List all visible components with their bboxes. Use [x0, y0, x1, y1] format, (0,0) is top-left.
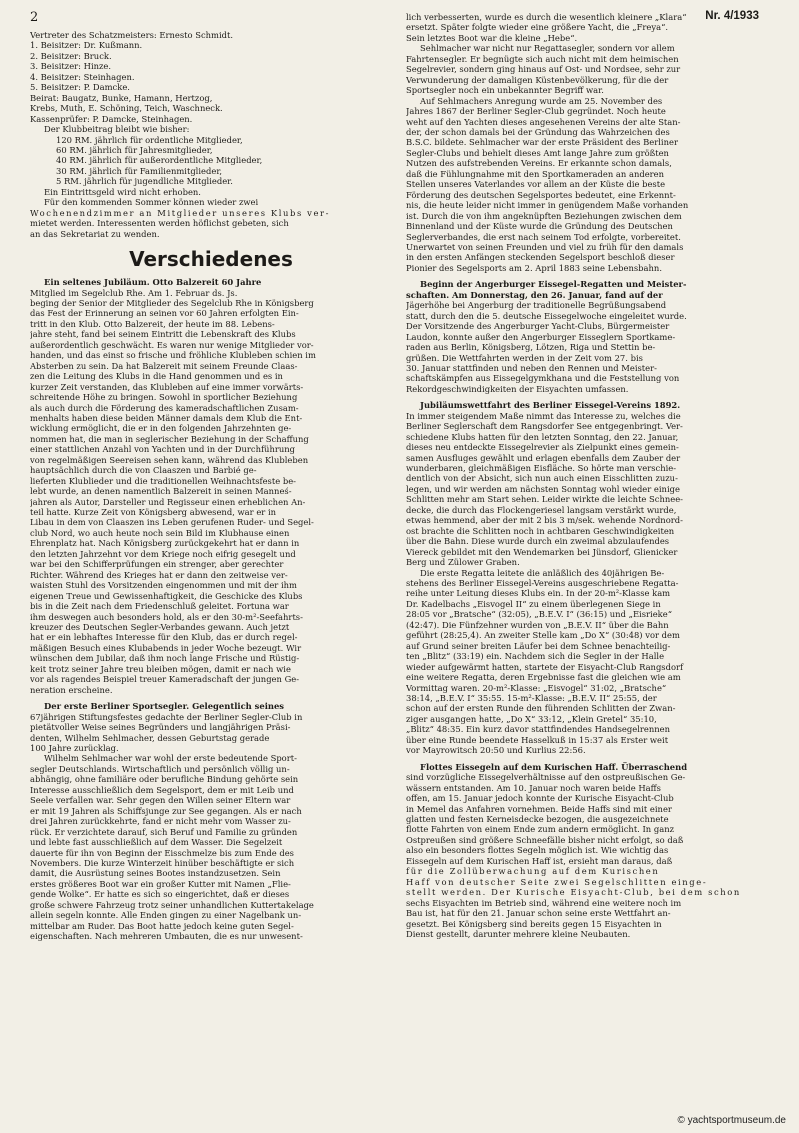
article-jubilaeumswettfahrt: [406, 400, 768, 755]
text-line: für die Zollüberwachung auf dem Kurischen: [406, 866, 660, 877]
text-line: keit trotz seiner Jahre treu bleiben mögen, damit er nach wie: [30, 663, 291, 674]
text-line: der, der schon damals bei der Gründung das Wahrzeichen des: [406, 126, 670, 137]
text-line: Ein seltenes Jubiläum. Otto Balzereit 60 Jahre: [44, 277, 262, 288]
text-line: abhängig, ohne familiäre oder berufliche Bindung gehörte sein: [30, 774, 299, 785]
text-line: stellt werden. Der Kurische Eisyacht-Club, bei dem schon: [406, 887, 741, 898]
text-line: legen, und wir werden am nächsten Sonntag wohl wieder einige: [406, 483, 680, 494]
text-line: damit, die Ausrüstung seines Bootes instandzusetzen. Sein: [30, 868, 281, 879]
section-heading: Verschiedenes: [129, 247, 293, 272]
text-line: 3. Beisitzer: Hinze.: [30, 61, 112, 72]
text-line: Sehlmacher war nicht nur Regattasegler, sondern vor allem: [420, 43, 675, 54]
text-line: flotte Fahrten von einem Ende zum andern ermöglicht. In ganz: [406, 824, 675, 835]
text-line: Interesse ausschließlich dem Segelsport, dem er mit Leib und: [30, 784, 294, 795]
text-line: neration erscheine.: [30, 684, 113, 695]
text-line: vor als ragendes Beispiel treuer Kameradschaft der jungen Ge-: [30, 674, 300, 685]
text-line: eine weitere Regatta, deren Ergebnisse fast die gleichen wie am: [406, 672, 681, 683]
text-line: segler Deutschlands. Wirtschaftlich und persönlich völlig un-: [30, 763, 290, 774]
text-line: ihm deswegen auch besonders hold, als er den 30-m²-Seefahrts-: [30, 611, 303, 622]
text-line: lich verbesserten, wurde es durch die wesentlich kleinere „Klara“: [406, 12, 687, 22]
text-line: 100 Jahre zurücklag.: [30, 743, 119, 753]
article-angerburg: [406, 279, 768, 394]
text-line: Nutzen des aufstrebenden Vereins. Er erkannte schon damals,: [406, 158, 672, 169]
text-line: Verwunderung der damaligen Küstenbevölkerung, für die der: [406, 74, 669, 85]
text-line: mäßigen Besuch eines Klubabends in jeder Woche bezeugt. Wir: [30, 642, 302, 653]
text-line: lebt wurde, an denen namentlich Balzereit in seinen Manneś-: [30, 486, 292, 497]
text-line: 67jährigen Stiftungsfestes gedachte der Berliner Segler-Club in: [30, 711, 303, 722]
text-line: jahre steht, fand bei seinem Eintritt die Lebenskraft des Klubs: [30, 329, 296, 340]
text-line: also ein besonders flottes Segeln möglich ist. Wie wichtig das: [406, 845, 669, 856]
text-line: Wochenendzimmer an Mitglieder unseres Klubs ver-: [30, 207, 331, 218]
text-line: war bei den Schifferprüfungen ein strenger, aber gerechter: [30, 559, 284, 570]
text-line: schaftskämpfen aus Eissegelgymkhana und die Feststellung von: [406, 373, 680, 384]
museum-credit: © yachtsportmuseum.de: [674, 1114, 789, 1127]
text-line: wunderbaren, gleichmäßigen Eisfläche. So hörte man verschie-: [406, 463, 677, 474]
text-line: lieferten Klublieder und die traditionellen Weihnachtsfeste be-: [30, 475, 296, 486]
text-line: 30 RM. jährlich für Familienmitglieder,: [56, 165, 223, 176]
text-line: Beirat: Baugatz, Bunke, Hamann, Hertzog,: [30, 92, 213, 103]
article-erster-sportsegler: [30, 701, 392, 941]
article-kurisches-haff: [406, 762, 768, 940]
text-line: denten, Wilhelm Sehlmacher, dessen Geburtstag gerade: [30, 732, 270, 743]
text-line: Novembers. Die kurze Winterzeit hinüber beschäftigte er sich: [30, 857, 295, 868]
text-line: statt, durch den die 5. deutsche Eissegelwoche eingeleitet wurde.: [406, 310, 687, 321]
text-line: außerordentlich geschwächt. Es waren nur wenige Mitglieder vor-: [30, 339, 314, 350]
text-line: raden aus Berlin, Königsberg, Lötzen, Riga und Stettin be-: [406, 342, 656, 353]
text-line: Sein letztes Boot war die kleine „Hebe“.: [406, 32, 578, 43]
text-line: Vormittag waren. 20-m²-Klasse: „Eisvogel“ 31:02, „Bratsche“: [406, 682, 667, 693]
text-line: er mit 19 Jahren als Schiffsjunge zur See gegangen. Als er nach: [30, 805, 302, 816]
text-line: menhalts haben diese beiden Männer damals dem Klub die Ent-: [30, 412, 303, 423]
text-line: gesetzt. Bei Königsberg sind bereits gegen 15 Eisyachten in: [406, 918, 662, 929]
text-line: Pionier des Segelsports am 2. April 1883 seine Lebensbahn.: [406, 262, 662, 273]
text-line: ost brachte die Schlitten noch in achtbaren Geschwindigkeiten: [406, 525, 675, 536]
text-line: 4. Beisitzer: Steinhagen.: [30, 71, 135, 82]
text-line: nis, die heute leider nicht immer in genügendem Maße vorhanden: [406, 200, 689, 211]
text-line: schaften. Am Donnerstag, den 26. Januar, fand auf der: [406, 289, 663, 300]
text-line: „Blitz“ 48:35. Ein kurz davor stattfindendes Handsegelrennen: [406, 724, 670, 735]
text-line: große schwere Fahrzeug trotz seiner unhandlichen Kuttertakelage: [30, 899, 314, 910]
text-line: dentlich von der Absicht, sich nun auch einen Eisschlitten zuzu-: [406, 473, 678, 484]
text-line: Unerwartet von seinen Freunden und viel zu früh für den damals: [406, 241, 684, 252]
text-line: waisten Stuhl des Vorsitzenden eingenommen und mit der ihm: [30, 580, 297, 591]
text-line: den letzten Jahrzehnt vor dem Kriege noch eifrig gesegelt und: [30, 548, 296, 559]
text-line: jahren als Autor, Darsteller und Regisseur einen erheblichen An-: [30, 496, 306, 507]
text-line: pietätvoller Weise seines Begründers und langjährigen Präsi-: [30, 722, 291, 733]
text-line: an das Sekretariat zu wenden.: [30, 228, 160, 239]
text-line: stehens des Berliner Eissegel-Vereins ausgeschriebene Regatta-: [406, 578, 679, 589]
text-line: handen, und das einst so frische und fröhliche Klubleben schien im: [30, 350, 316, 361]
text-line: zen die Leitung des Klubs in die Hand genommen und es in: [30, 371, 283, 382]
text-line: hat er ein lebhaftes Interesse für den Klub, das er durch regel-: [30, 632, 298, 643]
text-line: samen Ausfluges gewählt und erlagen ebenfalls dem Zauber der: [406, 452, 681, 463]
text-line: nommen hat, die man in seglerischer Beziehung in der Schaffung: [30, 433, 309, 444]
text-line: Die erste Regatta leitete die anläßlich des 40jährigen Be-: [420, 567, 665, 578]
text-line: Bau ist, hat für den 21. Januar schon seine erste Wettfahrt an-: [406, 908, 671, 919]
text-line: Binnenland und der Küste wurde die Gründung des Deutschen: [406, 221, 673, 232]
text-line: 5 RM. jährlich für jugendliche Mitglieder.: [56, 176, 233, 187]
text-line: eigenen Treue und Gewissenhaftigkeit, die Geschicke des Klubs: [30, 590, 303, 601]
text-line: schiedene Klubs hatten für den letzten Sonntag, den 22. Januar,: [406, 431, 679, 442]
text-line: etwas hemmend, aber der mit 2 bis 3 m/sek. wehende Nordnord-: [406, 515, 683, 526]
text-line: 120 RM. jährlich für ordentliche Mitglieder,: [56, 134, 243, 145]
text-line: Vertreter des Schatzmeisters: Ernesto Schmidt.: [30, 30, 234, 40]
text-line: 40 RM. jährlich für außerordentliche Mitglieder,: [56, 155, 263, 166]
right-column: [406, 12, 768, 942]
text-line: über eine Runde beendete Hasselkuß in 15:37 als Erster weit: [406, 734, 669, 745]
text-line: grüßen. Die Wettfahrten werden in der Zeit vom 27. bis: [406, 352, 643, 363]
text-line: dauerte für ihn von Beginn der Eisschmelze bis zum Ende des: [30, 847, 294, 858]
text-line: daß die Fühlungnahme mit den Sportkameraden an anderen: [406, 168, 665, 179]
text-line: teil hatte. Kurze Zeit von Königsberg abwesend, war er in: [30, 507, 277, 518]
club-officers-block: [30, 30, 392, 239]
text-line: Der Vorsitzende des Angerburger Yacht-Clubs, Bürgermeister: [406, 321, 670, 332]
text-line: Flottes Eissegeln auf dem Kurischen Haff. Überraschend: [420, 761, 688, 772]
text-line: wicklung ermöglicht, die er in den folgenden Jahrzehnten ge-: [30, 423, 292, 434]
text-line: Mitglied im Segelclub Rhe. Am 1. Februar ds. Js.: [30, 287, 238, 298]
text-line: in Memel das Anfahren vornehmen. Beide Haffs sind mit einer: [406, 803, 672, 814]
text-line: bis in die Zeit nach dem Friedenschluß geleitet. Fortuna war: [30, 601, 289, 612]
text-line: rück. Er verzichtete darauf, sich Beruf und Familie zu gründen: [30, 826, 298, 837]
text-line: Rekordgeschwindigkeiten der Eisyachten umfassen.: [406, 383, 629, 394]
text-line: geführt (28:25,4). An zweiter Stelle kam „Do X“ (30:48) vor dem: [406, 630, 680, 641]
text-line: das Fest der Erinnerung an seinen vor 60 Jahren erfolgten Ein-: [30, 308, 299, 319]
text-line: in den ersten Anfängen steckenden Segelsport beschloß dieser: [406, 252, 675, 263]
text-line: 2. Beisitzer: Bruck.: [30, 50, 112, 61]
text-line: 30. Januar stattfinden und neben den Rennen und Meister-: [406, 362, 657, 373]
text-line: Der erste Berliner Sportsegler. Gelegentlich seines: [44, 701, 285, 712]
text-line: sind vorzügliche Eissegelverhältnisse auf den ostpreußischen Ge-: [406, 772, 686, 783]
text-line: In immer steigendem Maße nimmt das Interesse zu, welches die: [406, 410, 681, 421]
text-line: 5. Beisitzer: P. Damcke.: [30, 82, 130, 93]
text-line: sechs Eisyachten im Betrieb sind, während eine weitere noch im: [406, 897, 682, 908]
text-line: offen, am 15. Januar jedoch konnte der Kurische Eisyacht-Club: [406, 793, 674, 804]
text-line: club Nord, wo auch heute noch sein Bild im Klubhause einen: [30, 527, 290, 538]
text-line: Berg und Zülower Graben.: [406, 557, 520, 568]
text-line: und lebte fast ausschließlich auf dem Wasser. Die Segelzeit: [30, 837, 283, 848]
article-jubilaeum: [30, 277, 392, 695]
text-line: Segler-Clubs und behielt dieses Amt lange Jahre zum größten: [406, 147, 669, 158]
text-line: Wilhelm Sehlmacher war wohl der erste bedeutende Sport-: [44, 753, 297, 764]
text-line: beging der Senior der Mitglieder des Segelclub Rhe in Königsberg: [30, 297, 314, 308]
text-line: glatten und festen Kerneisdecke bezogen, die ausgezeichnete: [406, 813, 669, 824]
text-line: auf Grund seiner breiten Läufer bei dem Schnee benachteilig-: [406, 640, 671, 651]
text-line: allein segeln konnte. Alle Enden gingen zu einer Nagelbank un-: [30, 910, 302, 921]
text-line: Beginn der Angerburger Eissegel-Regatten und Meister-: [420, 279, 687, 290]
text-line: Seele verfallen war. Sehr gegen den Willen seiner Eltern war: [30, 795, 291, 806]
text-line: Berliner Seglerschaft dem Rangsdorfer See entgegenbringt. Ver-: [406, 421, 683, 432]
text-line: einer stattlichen Anzahl von Yachten und in der Durchführung: [30, 444, 296, 455]
issue-number: Nr. 4/1933: [705, 10, 759, 22]
text-line: 60 RM. jährlich für Jahresmitglieder,: [56, 144, 213, 155]
text-line: 1. Beisitzer: Dr. Kußmann.: [30, 40, 143, 51]
text-line: kreuzer des Deutschen Segler-Verbandes gewann. Auch jetzt: [30, 622, 290, 633]
text-line: Schlitten mehr am Start sehen. Leider wirkte die leichte Schnee-: [406, 494, 684, 505]
text-line: Dr. Kadelbachs „Eisvogel II“ zu einem überlegenen Siege in: [406, 598, 661, 609]
text-line: Libau in dem von Claaszen ins Leben gerufenen Ruder- und Segel-: [30, 517, 314, 528]
text-line: Segelrevier, sondern ging hinaus auf Ost- und Nordsee, sehr zur: [406, 64, 681, 75]
page-header: [30, 6, 781, 33]
text-line: Dienst gestellt, darunter mehrere kleine Neubauten.: [406, 928, 631, 939]
text-line: decke, die durch das Flockengeriesel langsam verstärkt wurde,: [406, 504, 677, 515]
text-line: Richter. Während des Krieges hat er dann den zeitweise ver-: [30, 569, 288, 580]
text-line: eigenschaften. Nach mehreren Umbauten, die es nur unwesent-: [30, 931, 303, 942]
text-line: wieder aufgewärmt hatten, startete der Eisyacht-Club Rangsdorf: [406, 661, 684, 672]
text-line: ziger ausgangen hatte, „Do X“ 33:12, „Klein Gretel“ 35:10,: [406, 713, 657, 724]
text-line: kurzer Zeit verstanden, das Klubleben auf eine immer vorwärts-: [30, 381, 304, 392]
text-line: Viereck gebildet mit den Wendemarken bei Jünsdorf, Glienicker: [406, 546, 678, 557]
text-line: ten „Blitz“ (33:19) ein. Nachdem sich die Segler in der Halle: [406, 651, 665, 662]
text-line: über die Bahn. Diese wurde durch ein zweimal abzulaufendes: [406, 536, 670, 547]
text-line: erstes größeres Boot war ein großer Kutter mit Namen „Flie-: [30, 878, 291, 889]
text-line: dieses neu entdeckte Eissegelrevier als Zielpunkt eines gemein-: [406, 442, 679, 453]
text-line: 38:14, „B.E.V. I“ 35:55. 15-m²-Klasse: „B.E.V. II“ 25:55, der: [406, 693, 657, 703]
text-line: ist. Durch die von ihm angeknüpften Beziehungen zwischen dem: [406, 210, 682, 221]
text-line: tritt in den Klub. Otto Balzereit, der heute im 88. Lebens-: [30, 318, 275, 329]
text-line: wünschen dem Jubilar, daß ihm noch lange Frische und Rüstig-: [30, 653, 300, 664]
article-erster-sportsegler-continued: [406, 12, 768, 273]
text-line: Sportsegler noch ein unbekannter Begriff war.: [406, 85, 604, 96]
text-line: Stellen unseres Vaterlandes vor allem an der Küste die beste: [406, 179, 666, 190]
text-line: schon auf der ersten Runde den führenden Schlitten der Zwan-: [406, 703, 676, 714]
text-line: Absterben zu sein. Da hat Balzereit mit seinem Freunde Claas-: [30, 360, 298, 371]
text-line: B.S.C. bildete. Sehlmacher war der erste Präsident des Berliner: [406, 137, 678, 148]
text-line: 28:05 vor „Bratsche“ (32:05), „B.E.V. I“ (36:15) und „Eisrieke“: [406, 609, 672, 620]
text-line: Der Klubbeitrag bleibt wie bisher:: [44, 124, 190, 135]
text-line: reihe unter Leitung dieses Klubs ein. In der 20-m²-Klasse kam: [406, 588, 671, 599]
text-line: wässern entstanden. Am 10. Januar noch waren beide Haffs: [406, 782, 661, 793]
text-line: Ehrenplatz hat. Nach Königsberg zurückgekehrt hat er dann in: [30, 538, 300, 549]
text-line: vor Mayrowitsch 20:50 und Kurlius 22:56.: [406, 745, 586, 756]
text-line: Jägerhöhe bei Angerburg der traditionelle Begrüßungsabend: [406, 300, 667, 311]
page-number: 2: [30, 10, 39, 25]
text-line: drei Jahren zurückkehrte, fand er nicht mehr vom Wasser zu-: [30, 816, 291, 827]
text-line: gende Wolke“. Er hatte es sich so eingerichtet, daß er dieses: [30, 889, 290, 900]
left-column: [30, 30, 392, 942]
text-line: Fahrtensegler. Er begnügte sich auch nicht mit dem heimischen: [406, 53, 679, 64]
text-line: Förderung des deutschen Segelsportes bedeutet, eine Erkennt-: [406, 189, 676, 200]
text-line: Krebs, Muth, E. Schöning, Teich, Waschneck.: [30, 103, 223, 114]
text-line: Kassenprüfer: P. Damcke, Steinhagen.: [30, 113, 193, 124]
text-line: Haff von deutscher Seite zwei Segelschlitten einge-: [406, 876, 708, 887]
text-line: Ein Eintrittsgeld wird nicht erhoben.: [44, 186, 201, 197]
text-line: Jubiläumswettfahrt des Berliner Eissegel-Vereins 1892.: [420, 400, 681, 411]
text-line: Ostpreußen sind größere Schneefälle bisher nicht erfolgt, so daß: [406, 834, 684, 845]
text-line: (42:47). Die Fünfzehner wurden von „B.E.V. II“ über die Bahn: [406, 619, 669, 630]
text-line: Eissegeln auf dem Kurischen Haff ist, ersieht man daraus, daß: [406, 855, 673, 866]
text-line: schreitende Höhe zu bringen. Sowohl in sportlicher Beziehung: [30, 392, 298, 403]
text-line: Auf Sehlmachers Anregung wurde am 25. November des: [420, 95, 663, 106]
text-line: Laudon, konnte außer den Angerburger Eisseglern Sportkame-: [406, 331, 676, 342]
text-line: Für den kommenden Sommer können wieder zwei: [44, 197, 259, 208]
text-line: mittelbar am Ruder. Das Boot hatte jedoch keine guten Segel-: [30, 920, 294, 931]
text-line: weht auf den Yachten dieses angesehenen Vereins der alte Stan-: [406, 116, 681, 127]
text-line: ersetzt. Später folgte wieder eine größere Yacht, die „Freya“.: [406, 22, 669, 33]
text-line: als auch durch die Förderung des kameradschaftlichen Zusam-: [30, 402, 299, 413]
text-line: hauptsächlich durch die von Claaszen und Barbié ge-: [30, 465, 257, 476]
text-line: Seglerverbandes, die erst nach seinem Tod erfolgte, vorbereitet.: [406, 231, 681, 242]
text-line: Jahres 1867 der Berliner Segler-Club gegründet. Noch heute: [406, 106, 666, 117]
text-line: mietet werden. Interessenten werden höflichst gebeten, sich: [30, 218, 289, 229]
text-line: von regelmäßigen Seereisen sehen kann, während das Klubleben: [30, 454, 309, 465]
